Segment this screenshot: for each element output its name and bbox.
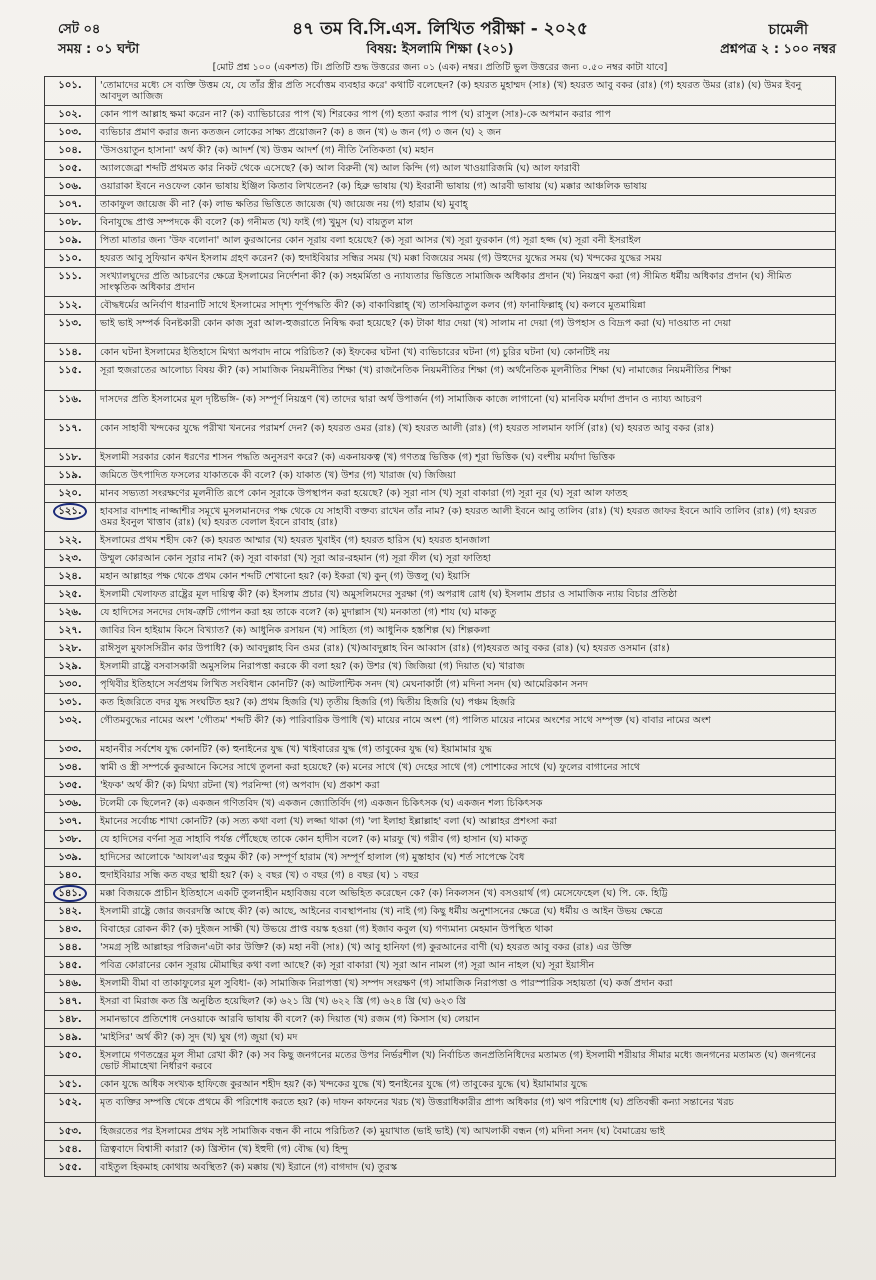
question-number: ১১৩. <box>45 315 96 344</box>
exam-duration: সময় : ০১ ঘন্টা <box>58 42 140 57</box>
question-row <box>45 903 836 921</box>
question-text: পৃথিবীর ইতিহাসে সর্বপ্রথম লিখিত সংবিধান কোনটি? (ক) আটলান্টিক সনদ (খ) মেঘনাকার্টা (গ) মদিনা সনদ (ঘ) আমেরিকান সনদ <box>96 676 836 694</box>
exam-title: ৪৭ তম বি.সি.এস. লিখিত পরীক্ষা - ২০২৫ <box>292 19 588 39</box>
question-number: ১৪৮. <box>45 1011 96 1029</box>
question-text: মানব সভ্যতা সংরক্ষণের মূলনীতি রূপে কোন সূরাকে উপস্থাপন করা হয়েছে? (ক) সূরা নাস (খ) সূরা বাকারা (গ) সূরা নূর (ঘ) সূরা আল ফাতহ <box>96 485 836 503</box>
question-number: ১০২. <box>45 106 96 124</box>
question-row <box>45 485 836 503</box>
exam-subject: বিষয়: ইসলামি শিক্ষা (২০১) <box>366 42 514 57</box>
question-row <box>45 849 836 867</box>
question-text: স্বামী ও স্ত্রী সম্পর্কে কুরআনে কিসের সাথে তুলনা করা হয়েছে? (ক) মনের সাথে (খ) দেহের সাথে (গ) পোশাকের সাথে (ঘ) ফুলের বাগানের সাথে <box>96 759 836 777</box>
question-number: ১৩৫. <box>45 777 96 795</box>
question-row <box>45 232 836 250</box>
question-row <box>45 142 836 160</box>
question-row <box>45 867 836 885</box>
question-text: মক্কা বিজয়কে প্রাচীন ইতিহাসে একটি তুলনাহীন মহাবিজয় বলে অভিহিত করেছেন কে? (ক) নিকলসন (খ) বসওয়ার্থ (গ) মেসেফেহেল (ঘ) পি. কে. হিট্টি <box>96 885 836 903</box>
question-row <box>45 831 836 849</box>
exam-header <box>44 14 836 76</box>
question-row <box>45 795 836 813</box>
question-row <box>45 77 836 106</box>
question-text: ইসরা বা মিরাজ কত খ্রি অনুষ্ঠিত হয়েছিল? (ক) ৬২১ খ্রি (খ) ৬২২ খ্রি (গ) ৬২৪ খ্রি (ঘ) ৬২৩ খ্রি <box>96 993 836 1011</box>
question-number: ১৩০. <box>45 676 96 694</box>
question-row <box>45 694 836 712</box>
question-number: ১২৪. <box>45 568 96 586</box>
marking-instructions: [মোট প্রশ্ন ১০০ (একশত) টি। প্রতিটি শুদ্ধ উত্তরের জন্য ০১ (এক) নম্বর। প্রতিটি ভুল উত্তরের জন্য ০.৫০ নম্বর কাটা যাবে] <box>212 62 668 73</box>
question-row <box>45 885 836 903</box>
question-number: ১১৮. <box>45 449 96 467</box>
question-text: 'সমগ্র সৃষ্টি আল্লাহর পরিজন'এটা কার উক্তি? (ক) মহা নবী (সাঃ) (খ) আবু হানিফা (গ) কুরআনের বাণী (ঘ) হযরত আবু বকর (রাঃ) এর উক্তি <box>96 939 836 957</box>
question-number: ১৪৬. <box>45 975 96 993</box>
question-row <box>45 532 836 550</box>
question-row <box>45 1047 836 1076</box>
question-number: ১৪০. <box>45 867 96 885</box>
question-row <box>45 420 836 449</box>
question-row <box>45 604 836 622</box>
question-text: অ্যালজেব্রা শব্দটি প্রথমত কার নিকট থেকে এসেছে? (ক) আল বিরুনী (খ) আল কিন্দি (গ) আল খাওয়ারিজমি (ঘ) আল ফারাবী <box>96 160 836 178</box>
question-row <box>45 250 836 268</box>
question-number: ১০৬. <box>45 178 96 196</box>
candidate-name: চামেলী <box>768 22 808 38</box>
question-row <box>45 550 836 568</box>
question-number: ১৩২. <box>45 712 96 741</box>
question-number: ১২১. <box>45 503 96 532</box>
question-text: হাবসার বাদশাহ নাজ্জাশীর সমূখে মুসলমানদের পক্ষ থেকে যে সাহাবী বক্তব্য রাখেন তাঁর নাম? (ক) হযরত আলী ইবনে আবু তালিব (রাঃ) (খ) হযরত জাফর ইবনে আবি তালিব (রাঃ) (গ) হযরত ওমর ইবনুল খাত্তাব (রাঃ) (ঘ) হযরত বেলাল ইবনে রাবাহ (রাঃ) <box>96 503 836 532</box>
question-row <box>45 344 836 362</box>
question-row <box>45 921 836 939</box>
question-number: ১৫০. <box>45 1047 96 1076</box>
question-text: ত্রিত্ববাদে বিশ্বাসী কারা? (ক) খ্রিস্টান (খ) ইহুদী (গ) বৌদ্ধ (ঘ) হিন্দু <box>96 1141 836 1159</box>
question-text: হাদিসের আলোকে 'আযল'এর হুকুম কী? (ক) সম্পূর্ণ হারাম (খ) সম্পূর্ণ হালাল (গ) মুস্তাহাব (ঘ) শর্ত সাপেক্ষে বৈধ <box>96 849 836 867</box>
question-row <box>45 741 836 759</box>
question-number: ১০৩. <box>45 124 96 142</box>
question-number: ১৪৫. <box>45 957 96 975</box>
question-text: সমানভাবে প্রতিশোধ নেওয়াকে আরবি ভাষায় কী বলে? (ক) দিয়াত (খ) রজম (গ) কিসাস (ঘ) লেয়ান <box>96 1011 836 1029</box>
question-text: 'তোমাদের মধ্যে সে ব্যক্তি উত্তম যে, যে তাঁর স্ত্রীর প্রতি সর্বোত্তম ব্যবহার করে' কথাটি বলেছেন? (ক) হযরত মুহাম্মদ (সাঃ) (খ) হযরত আবু বকর (রাঃ) (গ) হযরত উমর (রাঃ) (ঘ) উমর ইবনু আবদুল আজিজ <box>96 77 836 106</box>
question-text: বাইতুল হিকমাহ কোথায় অবস্থিত? (ক) মক্কায় (খ) ইরানে (গ) বাগদাদ (ঘ) তুরস্ক <box>96 1159 836 1177</box>
question-row <box>45 622 836 640</box>
question-text: ইমানের সর্বোচ্চ শাখা কোনটি? (ক) সত্য কথা বলা (খ) লজ্জা থাকা (গ) 'লা ইলাহা ইল্লাল্লাহ' বলা (ঘ) আল্লাহর প্রশংসা করা <box>96 813 836 831</box>
question-number: ১০৮. <box>45 214 96 232</box>
question-row <box>45 449 836 467</box>
question-number: ১৩৭. <box>45 813 96 831</box>
question-number: ১৩১. <box>45 694 96 712</box>
question-number: ১৫৪. <box>45 1141 96 1159</box>
question-number: ১১৪. <box>45 344 96 362</box>
question-text: ব্যভিচার প্রমাণ করার জন্য কতজন লোকের সাক্ষ্য প্রয়োজন? (ক) ৪ জন (খ) ৬ জন (গ) ৩ জন (ঘ) ২ জন <box>96 124 836 142</box>
question-row <box>45 124 836 142</box>
question-number: ১২৫. <box>45 586 96 604</box>
question-row <box>45 1141 836 1159</box>
question-number: ১৪২. <box>45 903 96 921</box>
question-row <box>45 586 836 604</box>
question-row <box>45 993 836 1011</box>
question-number: ১৩৪. <box>45 759 96 777</box>
question-text: কোন যুদ্ধে অধিক সংখ্যক হাফিজে কুরআন শহীদ হয়? (ক) খন্দকের যুদ্ধে (খ) হুনাইনের যুদ্ধে (গ) তাবুকের যুদ্ধে (ঘ) ইয়ামামার যুদ্ধে <box>96 1076 836 1094</box>
question-row <box>45 1094 836 1123</box>
question-row <box>45 676 836 694</box>
question-text: মৃত ব্যক্তির সম্পত্তি থেকে প্রথমে কী পরিশোধ করতে হয়? (ক) দাফন কাফনের খরচ (খ) উত্তরাধিকারীর প্রাপ্য অধিকার (গ) ঋণ পরিশোধ (ঘ) প্রতিবন্ধী কন্যা সন্তানের খরচ <box>96 1094 836 1123</box>
question-row <box>45 712 836 741</box>
question-text: কোন সাহাবী খন্দকের যুদ্ধে পরীখা খননের পরামর্শ দেন? (ক) হযরত ওমর (রাঃ) (খ) হযরত আলী (রাঃ) (গ) হযরত সালমান ফার্সি (রাঃ) (ঘ) হযরত আবু বকর (রাঃ) <box>96 420 836 449</box>
question-number: ১৫৫. <box>45 1159 96 1177</box>
question-row <box>45 1011 836 1029</box>
question-row <box>45 975 836 993</box>
question-row <box>45 315 836 344</box>
question-row <box>45 214 836 232</box>
question-text: 'উসওয়াতুন হাসানা' অর্থ কী? (ক) আদর্শ (খ) উত্তম আদর্শ (গ) নীতি নৈতিকতা (ঘ) মহান <box>96 142 836 160</box>
question-number: ১৫২. <box>45 1094 96 1123</box>
question-row <box>45 297 836 315</box>
question-text: ইসলামী বীমা বা তাকাফুলের মূল সুবিধা- (ক) সামাজিক নিরাপত্তা (খ) সম্পদ সংরক্ষণ (গ) সামাজিক নিরাপত্তা ও পারস্পারিক সহায়তা (ঘ) কর্জ প্রদান করা <box>96 975 836 993</box>
question-number: ১১১. <box>45 268 96 297</box>
question-number: ১৪১. <box>45 885 96 903</box>
question-text: হুদাইবিয়ার সন্ধি কত বছর স্থায়ী হয়? (ক) ২ বছর (খ) ৩ বছর (গ) ৪ বছর (ঘ) ১ বছর <box>96 867 836 885</box>
question-row <box>45 658 836 676</box>
question-text: দাসদের প্রতি ইসলামের মূল দৃষ্টিভঙ্গি- (ক) সম্পূর্ণ নিয়ন্ত্রণ (খ) তাদের দ্বারা অর্থ উপার্জন (গ) সামাজিক কাজে লাগানো (ঘ) মানবিক মর্যাদা প্রদান ও ন্যায্য আচরণ <box>96 391 836 420</box>
question-row <box>45 957 836 975</box>
question-number: ১১০. <box>45 250 96 268</box>
question-text: ইসলামী সরকার কোন ধরণের শাসন পদ্ধতি অনুসরণ করে? (ক) একনায়কত্ব (খ) গণতন্ত্র ভিত্তিক (গ) শূরা ভিত্তিক (ঘ) বংশীয় মর্যাদা ভিত্তিক <box>96 449 836 467</box>
question-text: উম্মুল কোরআন কোন সূরার নাম? (ক) সূরা বাকারা (খ) সূরা আর-রহমান (গ) সূরা ফীল (ঘ) সূরা ফাতিহা <box>96 550 836 568</box>
question-row <box>45 268 836 297</box>
question-number: ১১৭. <box>45 420 96 449</box>
question-number: ১৩৩. <box>45 741 96 759</box>
question-row <box>45 503 836 532</box>
question-text: মহান আল্লাহর পক্ষ থেকে প্রথম কোন শব্দটি শেখানো হয়? (ক) ইকরা (খ) কুন্ (গ) উত্তলু (ঘ) ইয়াসি <box>96 568 836 586</box>
set-number: সেট ০৪ <box>58 22 101 37</box>
question-number: ১৪৪. <box>45 939 96 957</box>
question-number: ১১৬. <box>45 391 96 420</box>
question-number: ১২০. <box>45 485 96 503</box>
question-text: হিজরতের পর ইসলামের প্রথম সৃষ্ট সামাজিক বন্ধন কী নামে পরিচিত? (ক) মুয়াখাত (ভাই ভাই) (খ) আখলাকী বন্ধন (গ) মদিনা সনদ (ঘ) বৈমাত্রেয় ভাই <box>96 1123 836 1141</box>
question-text: কত হিজরিতে বদর যুদ্ধ সংঘটিত হয়? (ক) প্রথম হিজরি (খ) তৃতীয় হিজরি (গ) দ্বিতীয় হিজরি (ঘ) পঞ্চম হিজরি <box>96 694 836 712</box>
question-row <box>45 160 836 178</box>
question-text: ইসলামী রাষ্ট্রে জোর জবরদস্তি আছে কী? (ক) আছে, আইনের ব্যবস্থাপনায় (খ) নাই (গ) কিছু ধর্মীয় অনুশাসনের ক্ষেত্রে (ঘ) ধর্মীয় ও আইন উভয় ক্ষেত্রে <box>96 903 836 921</box>
question-number: ১৪৩. <box>45 921 96 939</box>
question-row <box>45 178 836 196</box>
question-text: জমিতে উৎপাদিত ফসলের যাকাতকে কী বলে? (ক) যাকাত (খ) উশর (গ) খারাজ (ঘ) জিজিয়া <box>96 467 836 485</box>
question-number: ১২৮. <box>45 640 96 658</box>
question-text: হযরত আবু সুফিয়ান কখন ইসলাম গ্রহণ করেন? (ক) হুদাইবিয়ার সন্ধির সময় (খ) মক্কা বিজয়ের সময় (গ) উহুদের যুদ্ধের সময় (ঘ) খন্দকের যুদ্ধের সময় <box>96 250 836 268</box>
question-number: ১৪৯. <box>45 1029 96 1047</box>
question-number: ১৪৭. <box>45 993 96 1011</box>
question-text: ইসলামী খেলাফত রাষ্ট্রের মূল দায়িত্ব কী? (ক) ইসলাম প্রচার (খ) অমুসলিমদের সুরক্ষা (গ) অপরাধ রোধ (ঘ) ইসলাম প্রচার ও সামাজিক ন্যায় বিচার প্রতিষ্ঠা <box>96 586 836 604</box>
question-text: জাবির বিন হাইয়াম কিসে বিখ্যাত? (ক) আধুনিক রসায়ন (খ) সাহিত্য (গ) আধুনিক হস্তশিল্প (ঘ) শিল্পকলা <box>96 622 836 640</box>
question-text: টলেমী কে ছিলেন? (ক) একজন গণিতবিদ (খ) একজন জ্যোতির্বিদ (গ) একজন চিকিৎসক (ঘ) একজন শল্য চিকিৎসক <box>96 795 836 813</box>
question-text: বিনাযুদ্ধে প্রাপ্ত সম্পদকে কী বলে? (ক) গনীমত (খ) ফাই (গ) খুমুস (ঘ) বায়তুল মাল <box>96 214 836 232</box>
question-number: ১০৪. <box>45 142 96 160</box>
question-text: গৌতমবুদ্ধের নামের অংশ 'গৌতম' শব্দটি কী? (ক) পারিবারিক উপাধি (খ) মায়ের নামে অংশ (গ) পালিত মায়ের নামের অংশের সাথে সম্পৃক্ত (ঘ) বাবার নামের অংশ <box>96 712 836 741</box>
question-text: ইসলামের প্রথম শহীদ কে? (ক) হযরত আম্মার (খ) হযরত খুবাইব (গ) হযরত হারিস (ঘ) হযরত হানজালা <box>96 532 836 550</box>
question-text: বিবাহের রোকন কী? (ক) দুইজন সাক্ষী (খ) উভয়ে প্রাপ্ত বয়স্ক হওয়া (গ) ইজাব কবুল (ঘ) গণ্যমান্য মেহমান উপস্থিত থাকা <box>96 921 836 939</box>
question-number: ১২৩. <box>45 550 96 568</box>
question-row <box>45 1076 836 1094</box>
question-row <box>45 467 836 485</box>
question-number: ১২৬. <box>45 604 96 622</box>
question-text: সূরা হুজরাতের আলোচ্য বিষয় কী? (ক) সামাজিক নিয়মনীতির শিক্ষা (খ) রাজনৈতিক নিয়মনীতির শিক্ষা (গ) অর্থনৈতিক মূলনীতির শিক্ষা (ঘ) নামাজের নিয়মনীতির শিক্ষা <box>96 362 836 391</box>
question-row <box>45 568 836 586</box>
question-row <box>45 1029 836 1047</box>
question-text: ভাই ভাই সম্পর্ক বিনষ্টকারী কোন কাজ সুরা আল-হুজরাতে নিষিদ্ধ করা হয়েছে? (ক) টাকা ধার দেয়া (খ) সালাম না দেয়া (গ) উপহাস ও বিদ্রূপ করা (ঘ) দাওয়াত না দেয়া <box>96 315 836 344</box>
question-text: সংখ্যালঘুদের প্রতি আচরণের ক্ষেত্রে ইসলামের নির্দেশনা কী? (ক) সহমর্মিতা ও ন্যায্যতার ভিত্তিতে সামাজিক অধিকার প্রদান (খ) নিয়ন্ত্রণ করা (গ) সীমিত ধর্মীয় অধিকার প্রদান (ঘ) সীমিত সাংস্কৃতিক অধিকার প্রদান <box>96 268 836 297</box>
question-row <box>45 362 836 391</box>
question-text: তাকাফুল জায়েজ কী না? (ক) লাভ ক্ষতির ভিত্তিতে জায়েজ (খ) জায়েজ নয় (গ) হারাম (ঘ) মুবাহ্ <box>96 196 836 214</box>
question-number: ১২২. <box>45 532 96 550</box>
question-number: ১৩৮. <box>45 831 96 849</box>
question-row <box>45 196 836 214</box>
question-number: ১১৯. <box>45 467 96 485</box>
question-number: ১২৭. <box>45 622 96 640</box>
question-text: পবিত্র কোরানের কোন সূরায় মৌমাছির কথা বলা আছে? (ক) সূরা বাকারা (খ) সূরা আন নামল (গ) সূরা আন নাহল (ঘ) সূরা ইয়াসীন <box>96 957 836 975</box>
question-number: ১৫১. <box>45 1076 96 1094</box>
question-number: ১০৭. <box>45 196 96 214</box>
question-row <box>45 777 836 795</box>
question-row <box>45 759 836 777</box>
question-number: ১২৯. <box>45 658 96 676</box>
question-text: রাঈসুল মুফাসসিরীন কার উপাধি? (ক) আবদুল্লাহ বিন ওমর (রাঃ) (খ)আবদুল্লাহ বিন আব্বাস (রাঃ) (গ)হযরত আবু বকর (রাঃ) (ঘ) হযরত ওসমান (রাঃ) <box>96 640 836 658</box>
question-row <box>45 1159 836 1177</box>
question-text: 'ইফক' অর্থ কী? (ক) মিথ্যা রটনা (খ) পরনিন্দা (গ) অপবাদ (ঘ) প্রকাশ করা <box>96 777 836 795</box>
question-number: ১০১. <box>45 77 96 106</box>
question-text: পিতা মাতার জন্য 'উফ বলোনা' আল কুরআনের কোন সূরায় বলা হয়েছে? (ক) সূরা আসর (খ) সূরা ফুরকান (গ) সূরা হজ্জ (ঘ) সূরা বনী ইসরাইল <box>96 232 836 250</box>
question-row <box>45 391 836 420</box>
question-text: 'মাইসির' অর্থ কী? (ক) সুদ (খ) ঘুষ (গ) জুয়া (ঘ) মদ <box>96 1029 836 1047</box>
question-row <box>45 813 836 831</box>
question-row <box>45 106 836 124</box>
question-text: মহানবীর সর্বশেষ যুদ্ধ কোনটি? (ক) হুনাইনের যুদ্ধ (খ) খাইবারের যুদ্ধ (গ) তাবুকের যুদ্ধ (ঘ) ইয়ামামার যুদ্ধ <box>96 741 836 759</box>
question-row <box>45 640 836 658</box>
question-number: ১৫৩. <box>45 1123 96 1141</box>
question-number: ১৩৯. <box>45 849 96 867</box>
question-text: যে হাদিসের বর্ণনা সূত্র সাহাবি পর্যন্ত পৌঁছেছে তাকে কোন হাদীস বলে? (ক) মারফু (খ) গরীব (গ) হাসান (ঘ) মাকতু <box>96 831 836 849</box>
question-paper-marks: প্রশ্নপত্র ২ : ১০০ নম্বর <box>720 42 836 57</box>
question-text: যে হাদিসের সনদের দোষ-ত্রুটি গোপন করা হয় তাকে বলে? (ক) মুদাল্লাস (খ) মনকাতা (গ) শায (ঘ) মাকতু <box>96 604 836 622</box>
question-number: ১১৫. <box>45 362 96 391</box>
question-text: বৌদ্ধধর্মের অনির্বাণ ধারনাটি সাথে ইসলামের সাদৃশ্য পূর্ণপদ্ধতি কী? (ক) বাকাবিল্লাহ্ (খ) তাসকিয়াতুল কলব (গ) ফানাফিল্লাহ্ (ঘ) কলবে মুতমায়িন্না <box>96 297 836 315</box>
question-number: ১০৯. <box>45 232 96 250</box>
question-row <box>45 939 836 957</box>
question-text: ওয়ারাকা ইবনে নওফেল কোন ভাষায় ইঞ্জিল কিতাব লিখতেন? (ক) হিব্রু ভাষায় (খ) ইবরানী ভাষায় (গ) আরবী ভাষায় (ঘ) মক্কার আঞ্চলিক ভাষায় <box>96 178 836 196</box>
questions-table <box>44 76 836 1177</box>
question-number: ১০৫. <box>45 160 96 178</box>
question-text: কোন পাপ আল্লাহ ক্ষমা করেন না? (ক) ব্যাভিচারের পাপ (খ) শিরকের পাপ (গ) হত্যা করার পাপ (ঘ) রাসুল (সাঃ)-কে অপমান করার পাপ <box>96 106 836 124</box>
question-number: ১৩৬. <box>45 795 96 813</box>
question-row <box>45 1123 836 1141</box>
question-text: ইসলামী রাষ্ট্রে বসবাসকারী অমুসলিম নিরাপত্তা করকে কী বলা হয়? (ক) উশর (খ) জিজিয়া (গ) দিয়াত (ঘ) খারাজ <box>96 658 836 676</box>
question-number: ১১২. <box>45 297 96 315</box>
question-text: কোন ঘটনা ইসলামের ইতিহাসে মিথ্যা অপবাদ নামে পরিচিত? (ক) ইফকের ঘটনা (খ) ব্যভিচারের ঘটনা (গ) চুরির ঘটনা (ঘ) কোনটিই নয় <box>96 344 836 362</box>
question-text: ইসলামে গণতন্ত্রের মূল সীমা রেখা কী? (ক) সব কিছু জনগনের মতের উপর নির্ভরশীল (খ) নির্বাচিত জনপ্রতিনিধিদের মতামত (গ) ইসলামী শরীয়ার সীমার মধ্যে জনগনের মতামত (ঘ) জনগনের ভোট সীমাহেখা নির্ধারণ করবে <box>96 1047 836 1076</box>
